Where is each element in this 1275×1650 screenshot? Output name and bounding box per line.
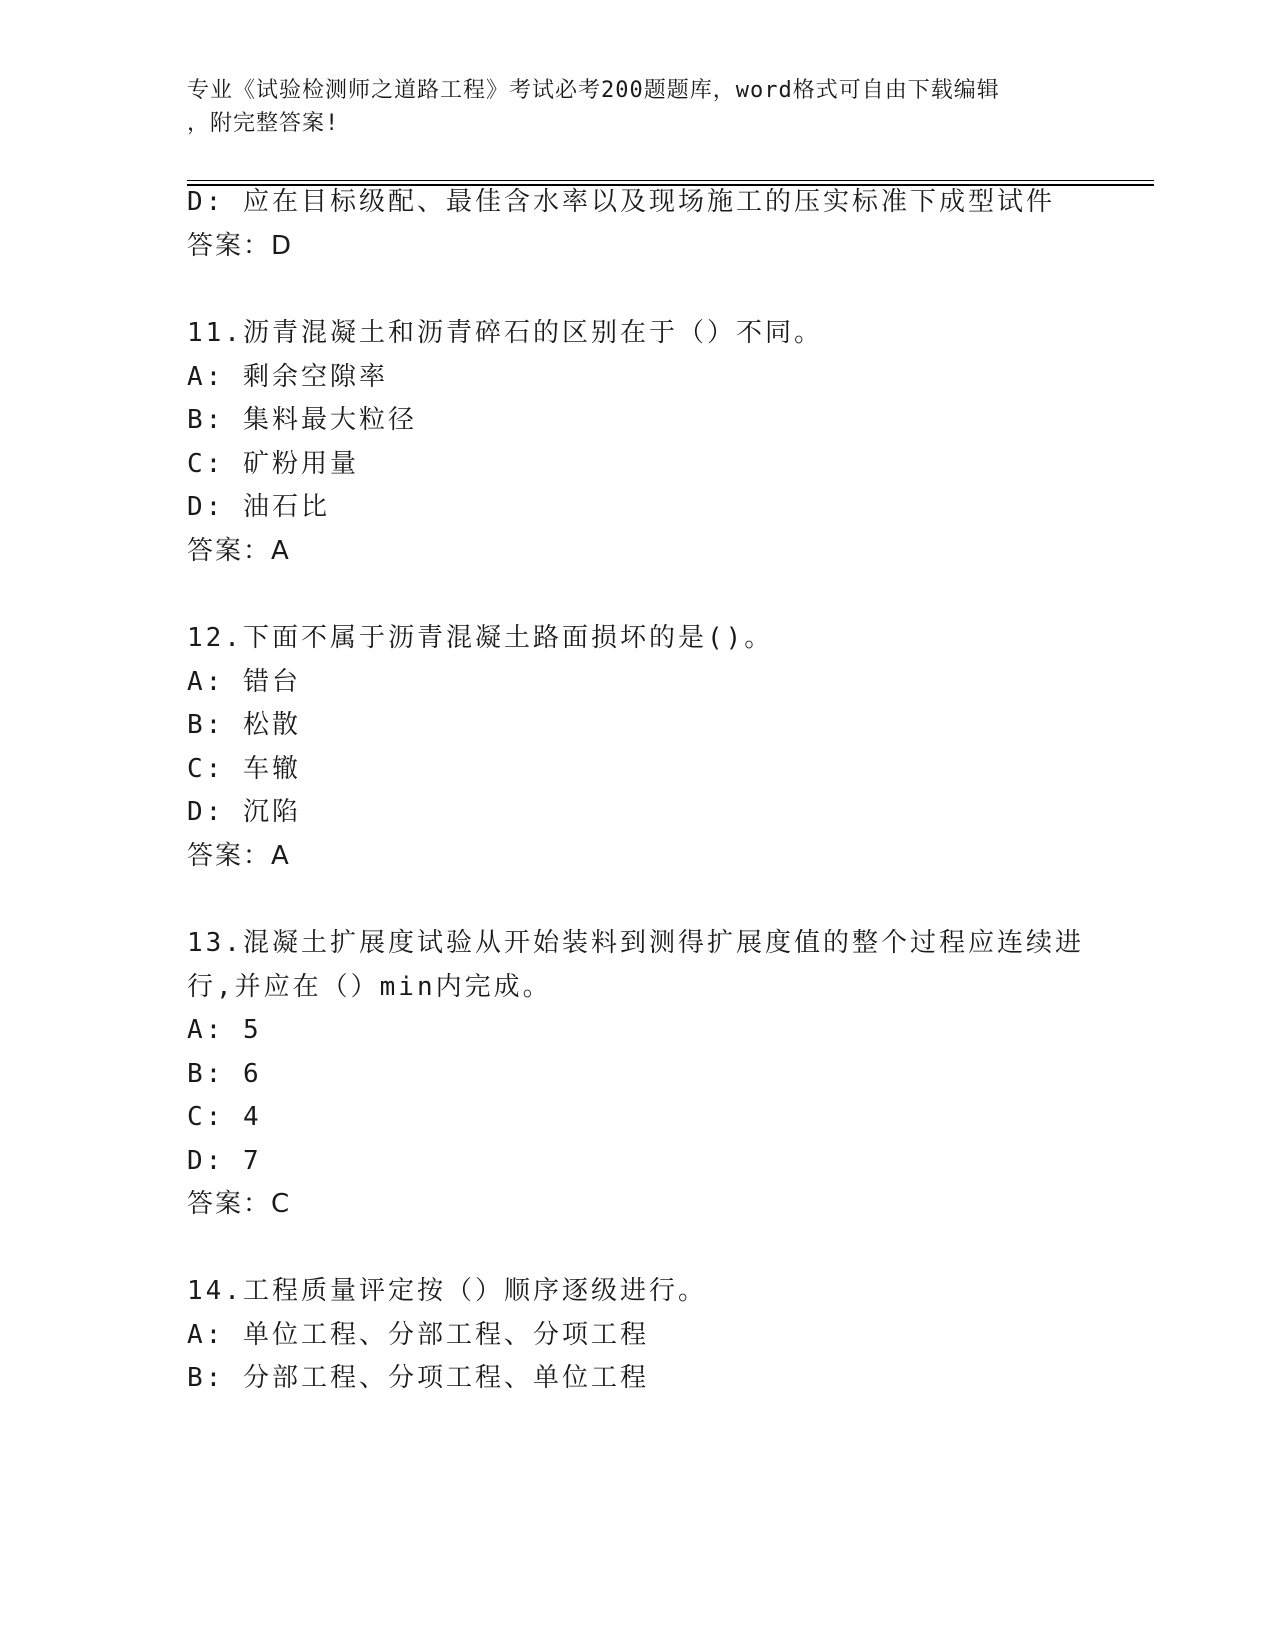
q14-stem: 14.工程质量评定按（）顺序逐级进行。 (187, 1276, 707, 1306)
q12-stem: 12.下面不属于沥青混凝土路面损坏的是()。 (187, 623, 774, 653)
q12-option-c: C: 车辙 (187, 754, 301, 784)
document-header (187, 74, 1087, 140)
q14-option-a: A: 单位工程、分部工程、分项工程 (187, 1320, 649, 1350)
q12-option-b: B: 松散 (187, 710, 301, 740)
q12-answer: 答案：A (187, 841, 291, 871)
q11-option-d: D: 油石比 (187, 492, 330, 522)
q13-stem-line-2: 行,并应在（）min内完成。 (187, 972, 552, 1002)
q13-option-c: C: 4 (187, 1102, 262, 1132)
q13-option-a: A: 5 (187, 1015, 262, 1045)
q13-answer: 答案：C (187, 1189, 292, 1219)
q13-option-d: D: 7 (187, 1146, 262, 1176)
q12-option-d: D: 沉陷 (187, 797, 301, 827)
header-title-line-1: 专业《试验检测师之道路工程》考试必考200题题库，word格式可自由下载编辑 (187, 78, 1000, 103)
prev-option-d: D: 应在目标级配、最佳含水率以及现场施工的压实标准下成型试件 (187, 187, 1055, 217)
header-divider-thin (187, 180, 1154, 181)
q11-answer: 答案：A (187, 536, 291, 566)
q13-stem-line-1: 13.混凝土扩展度试验从开始装料到测得扩展度值的整个过程应连续进 (187, 928, 1084, 958)
q12-option-a: A: 错台 (187, 667, 301, 697)
prev-answer: 答案：D (187, 231, 294, 261)
header-title-line-2: ，附完整答案! (187, 111, 340, 136)
q11-option-a: A: 剩余空隙率 (187, 362, 388, 392)
q11-stem: 11.沥青混凝土和沥青碎石的区别在于（）不同。 (187, 318, 823, 348)
q13-option-b: B: 6 (187, 1059, 262, 1089)
q11-option-b: B: 集料最大粒径 (187, 405, 417, 435)
q11-option-c: C: 矿粉用量 (187, 449, 359, 479)
header-divider-thick (187, 184, 1154, 186)
q14-option-b: B: 分部工程、分项工程、单位工程 (187, 1363, 649, 1393)
